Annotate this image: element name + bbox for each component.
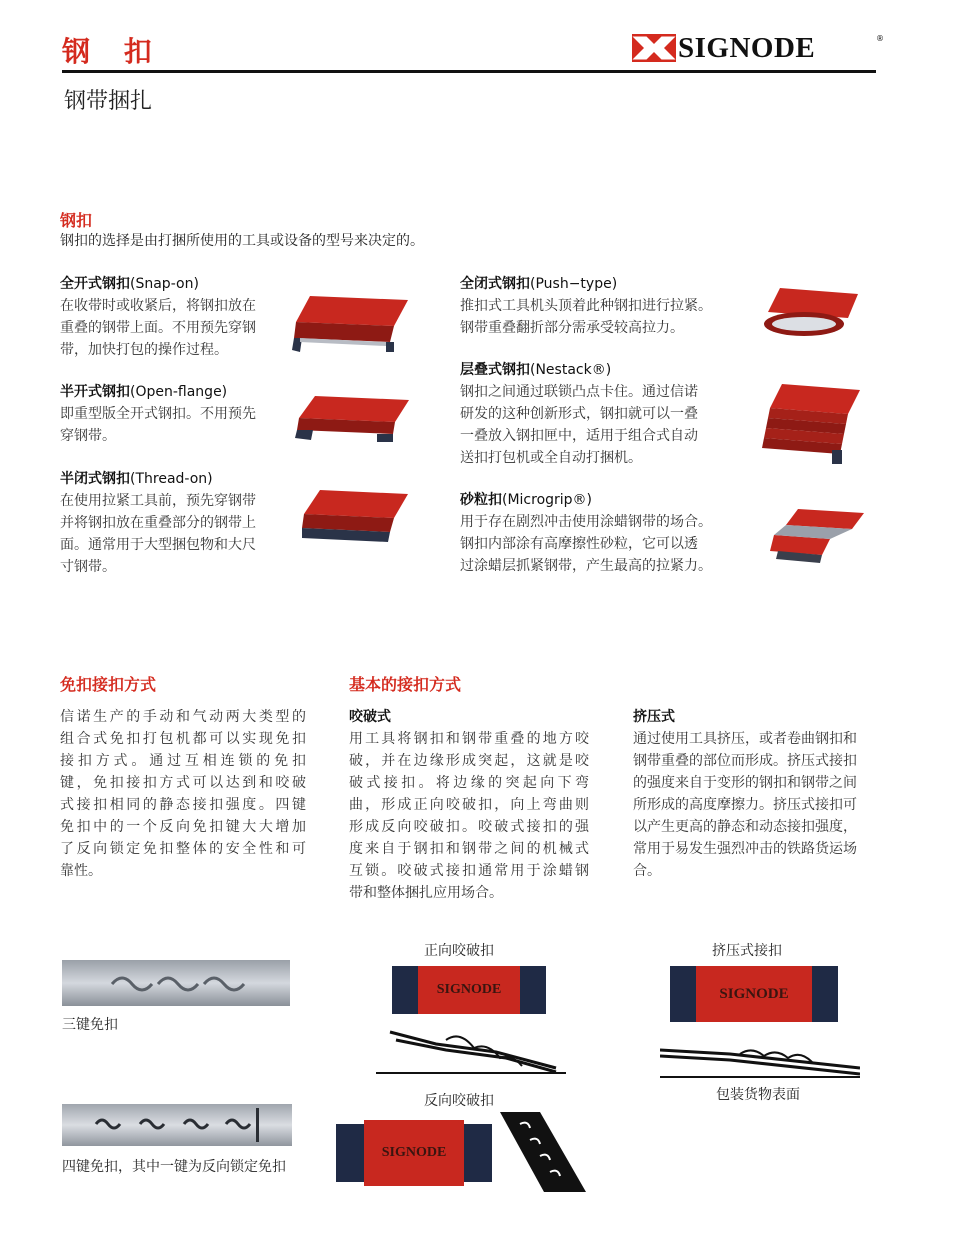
desc-line: 常用于易发生强烈冲击的铁路货运场	[633, 841, 857, 857]
intro-heading: 钢扣	[60, 211, 93, 230]
microgrip-seal-image	[770, 505, 866, 565]
signode-logo	[632, 34, 886, 66]
reverse-notch-caption: 反向咬破扣	[424, 1093, 494, 1109]
seal-title-en: (Microgrip®)	[502, 492, 593, 508]
desc-line: 钢扣之间通过联锁凸点卡住。通过信诺	[460, 384, 698, 400]
desc-line: 钢扣内部涂有高摩擦性砂粒，它可以透	[460, 536, 698, 552]
desc-line: 用工具将钢扣和钢带重叠的地方咬	[349, 731, 589, 747]
crimp-title: 挤压式	[633, 709, 675, 725]
desc-line: 合。	[633, 863, 661, 879]
seal-desc	[460, 511, 750, 577]
three-key-caption: 三键免扣	[62, 1017, 118, 1033]
forward-notch-image	[392, 966, 546, 1014]
seal-title-en: (Push−type)	[530, 276, 618, 292]
forward-notch-caption: 正向咬破扣	[424, 943, 494, 959]
seal-title-cn: 半开式钢扣	[60, 384, 130, 400]
notch-desc	[349, 728, 589, 904]
desc-line: 在收带时或收紧后，将钢扣放在	[60, 298, 256, 314]
seal-thread-on	[60, 468, 290, 578]
desc-line: 带，加快打包的操作过程。	[60, 342, 228, 358]
desc-line: 钢带重叠的部位而形成。挤压式接扣	[633, 753, 857, 769]
crimp-desc	[633, 728, 877, 882]
crimp-joint-image	[670, 966, 838, 1022]
crimp-joint-caption: 挤压式接扣	[712, 943, 782, 959]
reverse-notch-diagram	[500, 1112, 586, 1192]
seal-desc	[60, 295, 290, 361]
notch-joint	[349, 706, 589, 904]
seal-open-flange	[60, 381, 290, 447]
seal-desc	[60, 403, 290, 447]
crimp-joint-diagram	[660, 1036, 860, 1080]
seal-title-cn: 层叠式钢扣	[460, 362, 530, 378]
seal-title-en: (Nestack®)	[530, 362, 612, 378]
desc-line: 破式接扣。将边缘的突起向下弯	[349, 775, 589, 791]
header-rule	[62, 70, 876, 73]
desc-line: 穿钢带。	[60, 428, 116, 444]
push-type-seal-image	[760, 284, 860, 342]
snap-on-seal-image	[290, 290, 410, 356]
notch-title: 咬破式	[349, 709, 391, 725]
sealless-heading: 免扣接扣方式	[60, 675, 157, 694]
desc-line: 一叠放入钢扣匣中，适用于组合式自动	[460, 428, 698, 444]
reverse-notch-image	[336, 1124, 492, 1182]
desc-line: 免扣中的一个反向免扣键大大增加	[60, 819, 306, 835]
signode-mark-icon	[632, 34, 676, 62]
desc-line: 接扣方式。通过互相连锁的免扣	[60, 753, 306, 769]
desc-line: 键，免扣接扣方式可以达到和咬破	[60, 775, 306, 791]
desc-line: 研发的这种创新形式，钢扣就可以一叠	[460, 406, 698, 422]
desc-line: 即重型版全开式钢扣。不用预先	[60, 406, 256, 422]
desc-line: 过涂蜡层抓紧钢带，产生最高的拉紧力。	[460, 558, 712, 574]
desc-line: 在使用拉紧工具前，预先穿钢带	[60, 493, 256, 509]
seal-body	[418, 966, 520, 1014]
desc-line: 形成反向咬破扣。咬破式接扣的强	[349, 819, 589, 835]
brand-name: SIGNODE	[678, 32, 816, 64]
desc-line: 破，并在边缘形成突起，这就是咬	[349, 753, 589, 769]
seal-title	[60, 381, 290, 403]
four-key-caption: 四键免扣，其中一键为反向锁定免扣	[62, 1159, 286, 1175]
seal-desc	[460, 381, 750, 469]
desc-line: 式接扣相同的静态接扣强度。四键	[60, 797, 306, 813]
seal-push-type	[460, 273, 750, 339]
desc-line: 所形成的高度摩擦力。挤压式接扣可	[633, 797, 857, 813]
seal-title-cn: 全开式钢扣	[60, 276, 130, 292]
desc-line: 度来自于钢扣和钢带之间的机械式	[349, 841, 589, 857]
intro-text: 钢扣的选择是由打捆所使用的工具或设备的型号来决定的。	[60, 233, 424, 249]
basic-heading: 基本的接扣方式	[349, 675, 462, 694]
desc-line: 曲，形成正向咬破扣，向上弯曲则	[349, 797, 589, 813]
seal-title	[60, 468, 290, 490]
desc-line: 钢带重叠翻折部分需承受较高拉力。	[460, 320, 684, 336]
seal-brand-label: SIGNODE	[719, 985, 789, 1002]
desc-line: 推扣式工具机头顶着此种钢扣进行拉紧。	[460, 298, 712, 314]
desc-line: 用于存在剧烈冲击使用涂蜡钢带的场合。	[460, 514, 712, 530]
seal-microgrip	[460, 489, 750, 577]
desc-line: 靠性。	[60, 863, 102, 879]
registered-mark: ®	[876, 34, 884, 43]
desc-line: 并将钢扣放在重叠部分的钢带上	[60, 515, 256, 531]
thread-on-seal-image	[298, 488, 410, 544]
desc-line: 信诺生产的手动和气动两大类型的	[60, 709, 306, 725]
open-flange-seal-image	[293, 392, 411, 444]
seal-desc	[60, 490, 290, 578]
seal-title	[460, 273, 750, 295]
nestack-seal-image	[762, 380, 862, 466]
seal-brand-label: SIGNODE	[436, 982, 502, 997]
desc-line: 寸钢带。	[60, 559, 116, 575]
seal-title-en: (Snap-on)	[130, 276, 199, 292]
seal-title-cn: 半闭式钢扣	[60, 471, 130, 487]
seal-title-cn: 砂粒扣	[460, 492, 502, 508]
seal-body	[364, 1120, 464, 1186]
seal-title-cn: 全闭式钢扣	[460, 276, 530, 292]
sealless-desc	[60, 706, 306, 882]
desc-line: 组合式免扣打包机都可以实现免扣	[60, 731, 306, 747]
crimp-joint	[633, 706, 877, 882]
four-key-joint-image	[62, 1104, 292, 1146]
forward-notch-diagram	[376, 1024, 566, 1076]
desc-line: 的强度来自于变形的钢扣和钢带之间	[633, 775, 857, 791]
desc-line: 送扣打包机或全自动打捆机。	[460, 450, 642, 466]
desc-line: 重叠的钢带上面。不用预先穿钢	[60, 320, 256, 336]
desc-line: 面。通常用于大型捆包物和大尺	[60, 537, 256, 553]
desc-line: 带和整体捆扎应用场合。	[349, 885, 503, 901]
seal-title-en: (Open-flange)	[130, 384, 228, 400]
desc-line: 以产生更高的静态和动态接扣强度，	[633, 819, 857, 835]
seal-title	[60, 273, 290, 295]
page-subtitle: 钢带捆扎	[64, 89, 153, 114]
seal-desc	[460, 295, 750, 339]
three-key-joint-image	[62, 960, 290, 1006]
seal-brand-label: SIGNODE	[381, 1145, 447, 1160]
seal-body	[696, 966, 812, 1022]
seal-snap-on	[60, 273, 290, 361]
seal-title	[460, 359, 750, 381]
desc-line: 通过使用工具挤压，或者卷曲钢扣和	[633, 731, 857, 747]
seal-title	[460, 489, 750, 511]
seal-title-en: (Thread-on)	[130, 471, 213, 487]
desc-line: 了反向锁定免扣整体的安全性和可	[60, 841, 306, 857]
desc-line: 互锁。咬破式接扣通常用于涂蜡钢	[349, 863, 589, 879]
package-surface-caption: 包装货物表面	[716, 1087, 800, 1103]
page-title: 钢 扣	[62, 35, 164, 68]
seal-nestack	[460, 359, 750, 469]
